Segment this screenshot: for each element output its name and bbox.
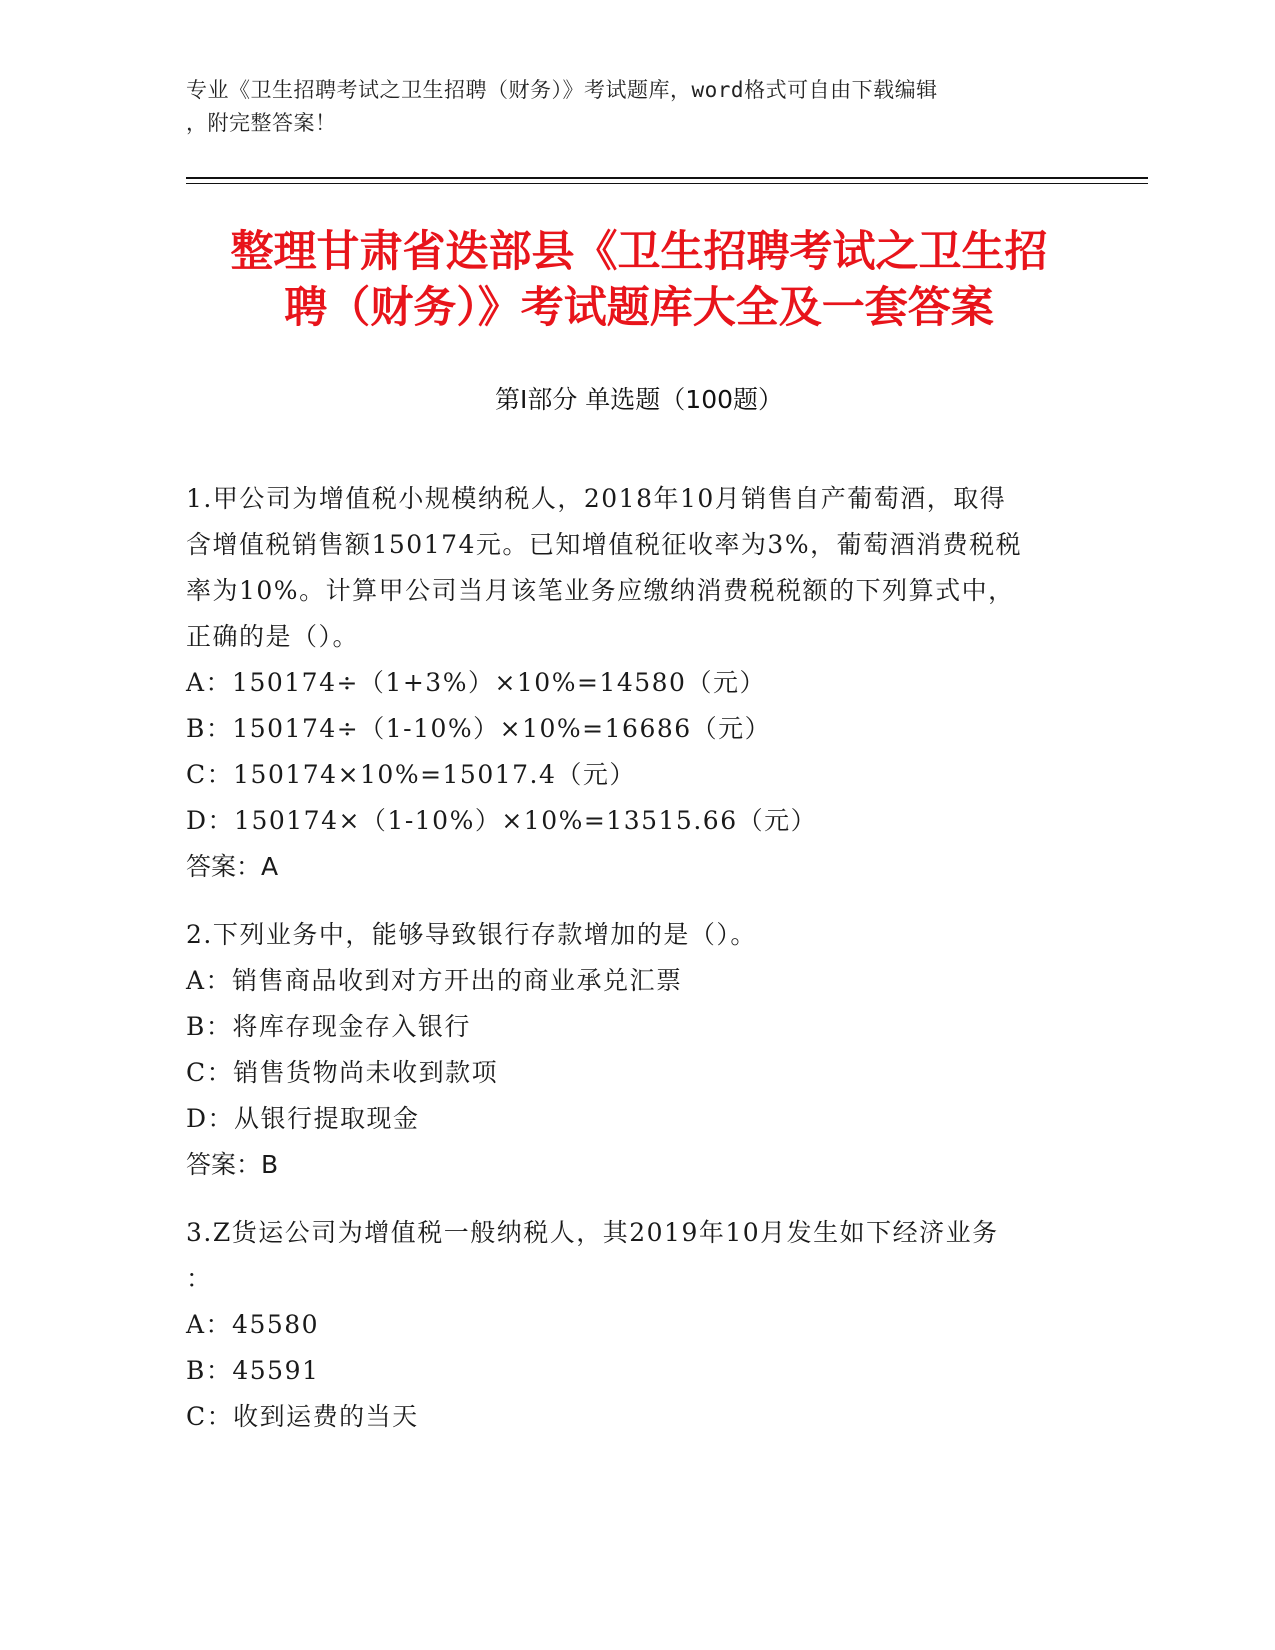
document-title-line-1: 整理甘肃省迭部县《卫生招聘考试之卫生招 (230, 227, 1048, 277)
option-c: C：销售货物尚未收到款项 (186, 1058, 499, 1087)
question-text-line: 3.Z货运公司为增值税一般纳税人，其2019年10月发生如下经济业务 (186, 1218, 999, 1247)
question-text-line: 正确的是（）。 (186, 622, 360, 651)
option-b: B：将库存现金存入银行 (186, 1012, 471, 1041)
option-a: A：150174÷（1+3%）×10%=14580（元） (186, 668, 766, 697)
section-title: 第Ⅰ部分 单选题（100题） (494, 385, 784, 414)
answer-label: 答案：B (186, 1150, 279, 1179)
question-2 (186, 912, 1086, 1188)
option-c: C：收到运费的当天 (186, 1402, 419, 1431)
option-b: B：150174÷（1-10%）×10%=16686（元） (186, 714, 772, 743)
header-note-line-2: ，附完整答案！ (186, 111, 337, 135)
document-title-line-2: 聘（财务）》考试题库大全及一套答案 (284, 283, 994, 333)
option-a: A：销售商品收到对方开出的商业承兑汇票 (186, 966, 683, 995)
header-divider-thin (186, 183, 1148, 184)
header-divider-thick (186, 177, 1148, 179)
document-title (186, 224, 1092, 336)
question-1 (186, 476, 1086, 890)
option-d: D：150174×（1-10%）×10%=13515.66（元） (186, 806, 818, 835)
header-note-line-1: 专业《卫生招聘考试之卫生招聘（财务）》考试题库，word格式可自由下载编辑 (186, 78, 938, 102)
option-d: D：从银行提取现金 (186, 1104, 420, 1133)
question-list (186, 476, 1086, 1462)
option-b: B：45591 (186, 1356, 320, 1385)
question-text-line: 2.下列业务中，能够导致银行存款增加的是（）。 (186, 920, 757, 949)
option-c: C：150174×10%=15017.4（元） (186, 760, 636, 789)
header-note (186, 74, 1066, 140)
option-a: A：45580 (186, 1310, 320, 1339)
question-text-line: 1.甲公司为增值税小规模纳税人，2018年10月销售自产葡萄酒，取得 (186, 484, 1007, 513)
answer-label: 答案：A (186, 852, 279, 881)
question-text-line: 含增值税销售额150174元。已知增值税征收率为3%，葡萄酒消费税税 (186, 530, 1023, 559)
question-3 (186, 1210, 1086, 1440)
question-text-line: ： (186, 1264, 213, 1293)
question-text-line: 率为10%。计算甲公司当月该笔业务应缴纳消费税税额的下列算式中， (186, 576, 1015, 605)
